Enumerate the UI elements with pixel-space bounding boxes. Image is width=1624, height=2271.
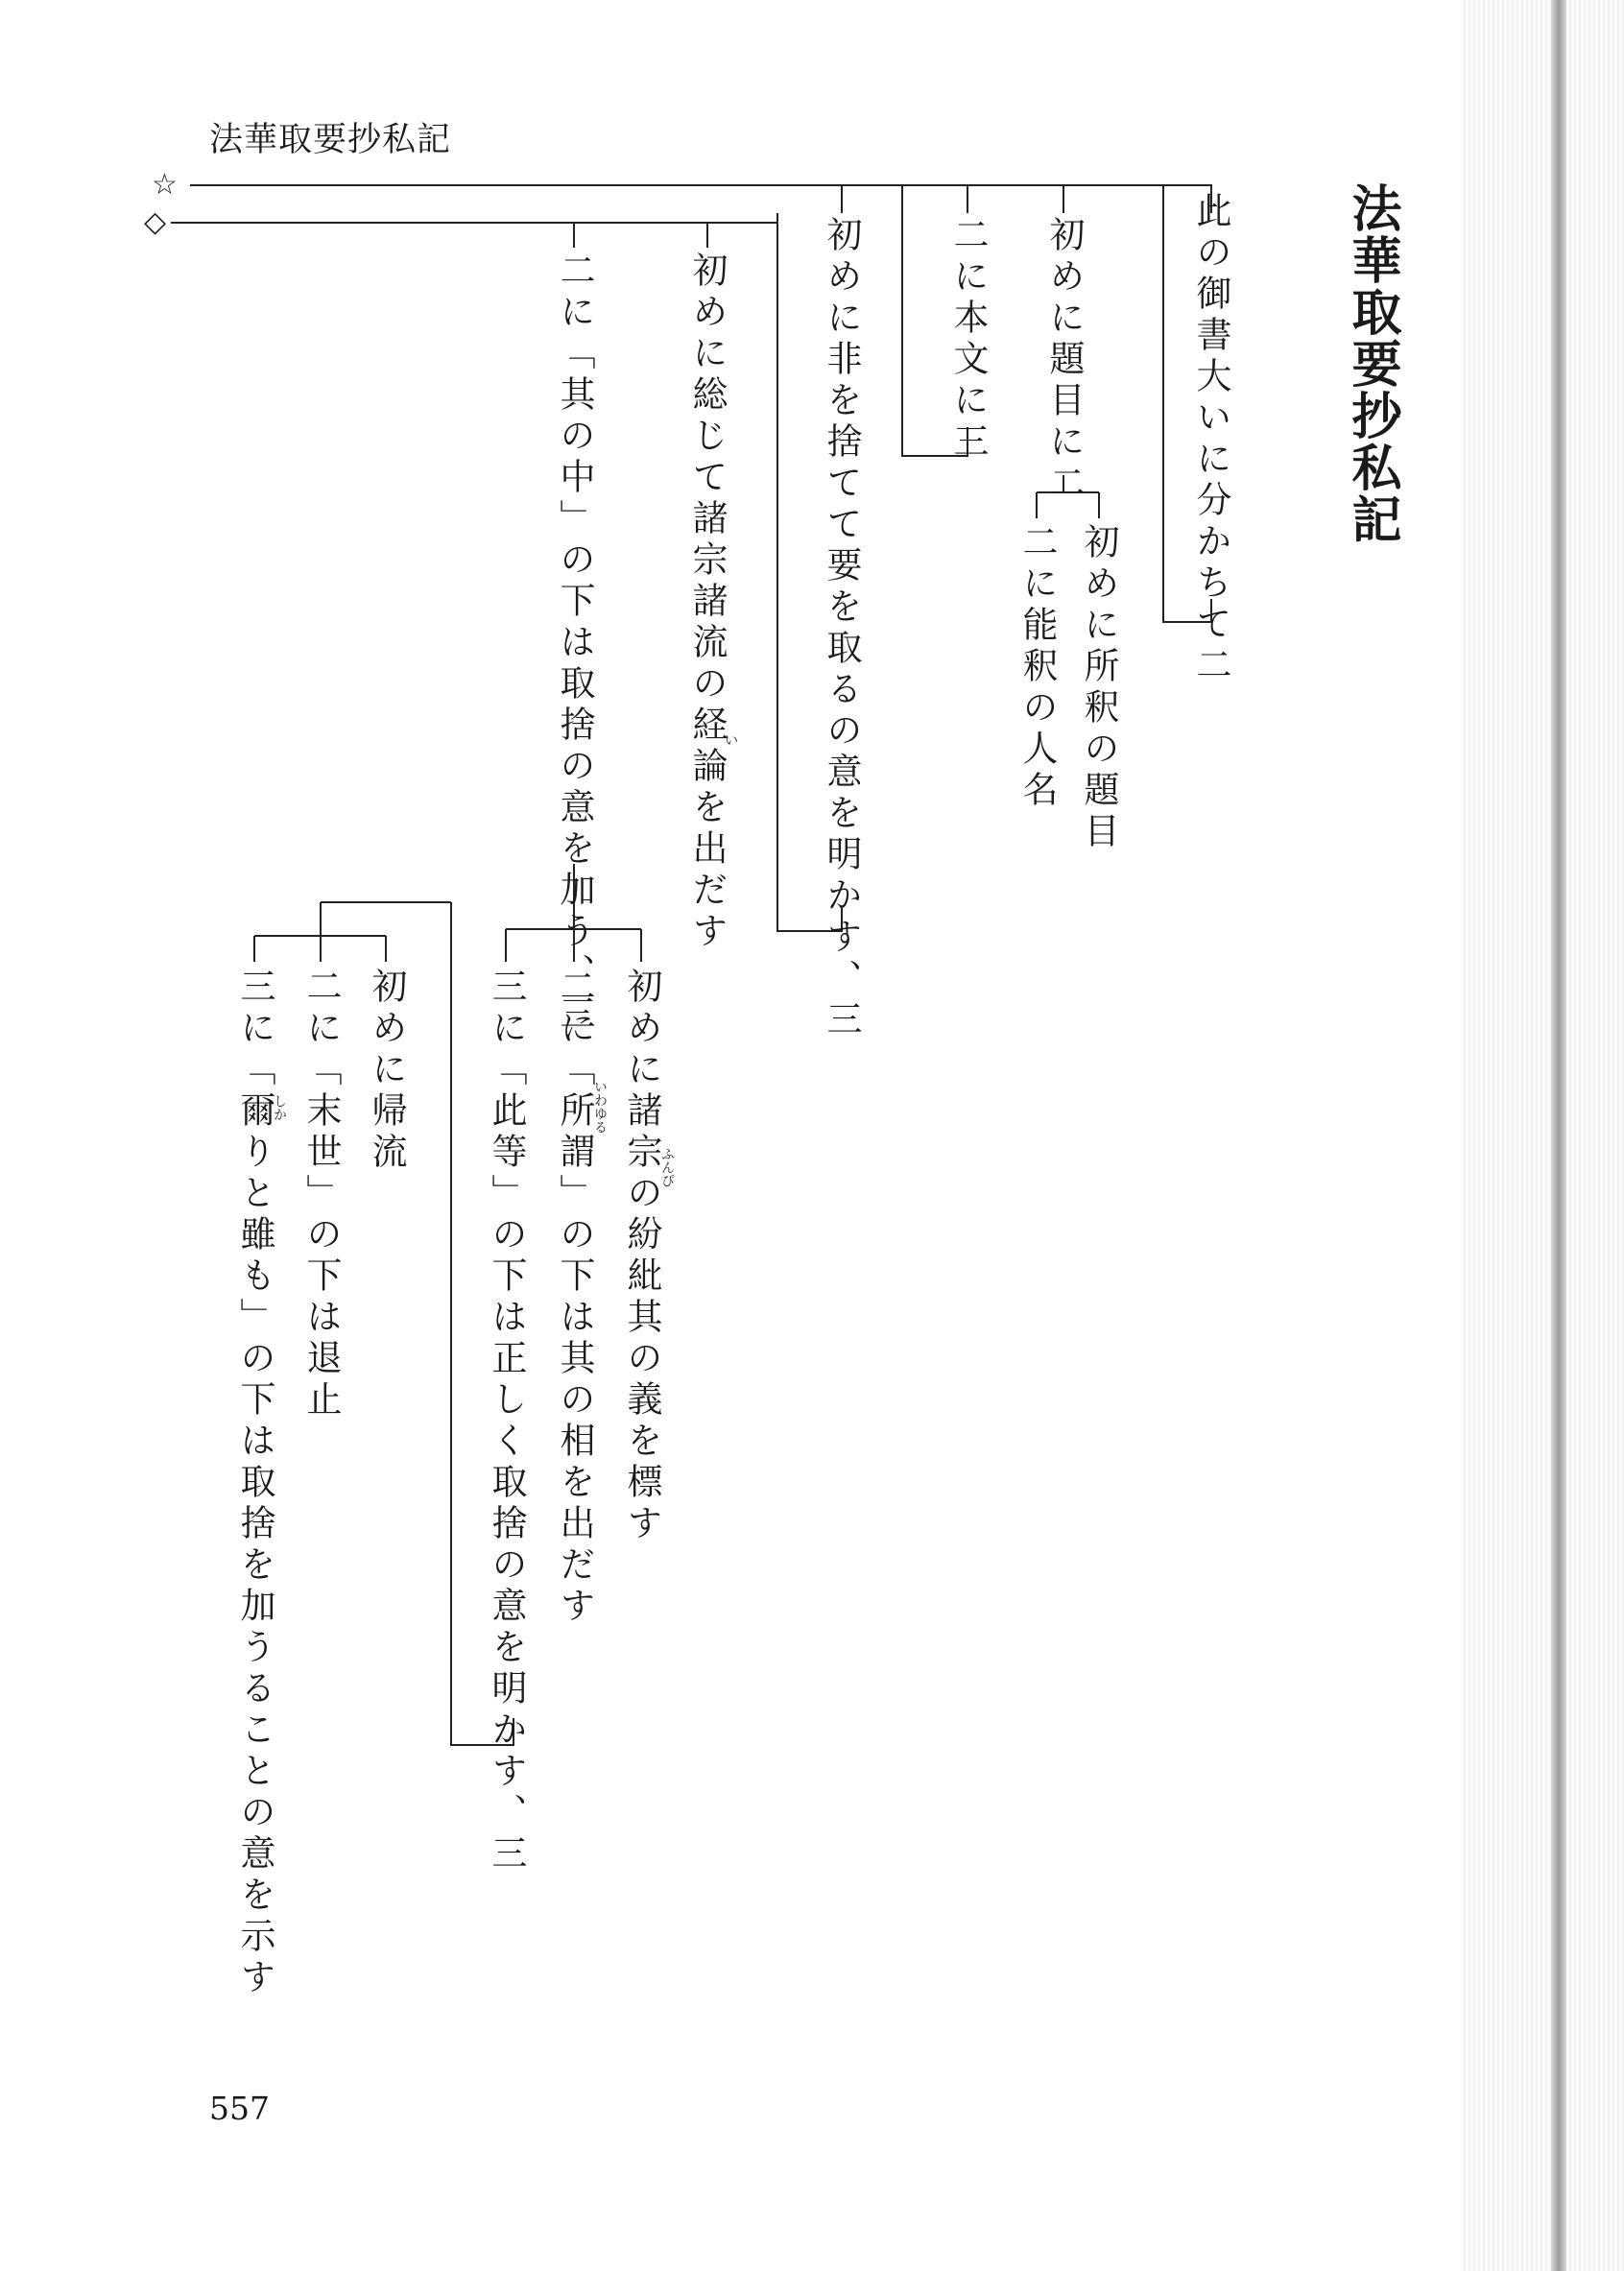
outline-diamond-sub-2: 二に「所謂」の下は其の相を出だす — [554, 968, 595, 1628]
ruby-i: い — [725, 733, 738, 749]
outline-star-sub-1: 初めに総じて諸宗諸流の経論を出だす — [686, 251, 728, 953]
outline-title-section: 初めに題目に二 — [1043, 216, 1085, 505]
outline-leaf-1: 初めに帰流 — [366, 968, 407, 1174]
running-header: 法華取要抄私記 — [209, 121, 452, 159]
ruby-iwayuru: いわゆる — [592, 1080, 608, 1134]
star-marker: ☆ — [152, 168, 178, 202]
outline-title-sub-1: 初めに所釈の題目 — [1078, 523, 1119, 853]
ruby-shika: しか — [272, 1094, 287, 1121]
outline-diamond-sub-3: 三に「此等」の下は正しく取捨の意を明かす、三 — [486, 968, 527, 1876]
outline-diamond-sub-1: 初めに諸宗の紛紕其の義を標す — [621, 968, 662, 1545]
ruby-hunpi: ふんぴ — [659, 1147, 675, 1187]
page-number: 557 — [209, 2090, 270, 2127]
outline-root: 此の御書大いに分かちて二 — [1190, 192, 1231, 687]
outline-star-sub-2: 二に「其の中」の下は取捨の意を加う、三 — [554, 251, 595, 1036]
diamond-marker: ◇ — [144, 205, 167, 239]
page-title: 法華取要抄私記 — [1343, 182, 1401, 545]
outline-body-section: 二に本文に三 — [947, 216, 989, 464]
outline-leaf-3: 三に「爾りと雖も」の下は取捨を加うることの意を示す — [234, 968, 275, 1999]
outline-body-sub-1: 初めに非を捨てて要を取るの意を明かす、三 — [821, 216, 862, 1041]
outline-leaf-2: 二に「末世」の下は退止 — [300, 968, 342, 1422]
outline-title-sub-2: 二に能釈の人名 — [1016, 523, 1058, 812]
